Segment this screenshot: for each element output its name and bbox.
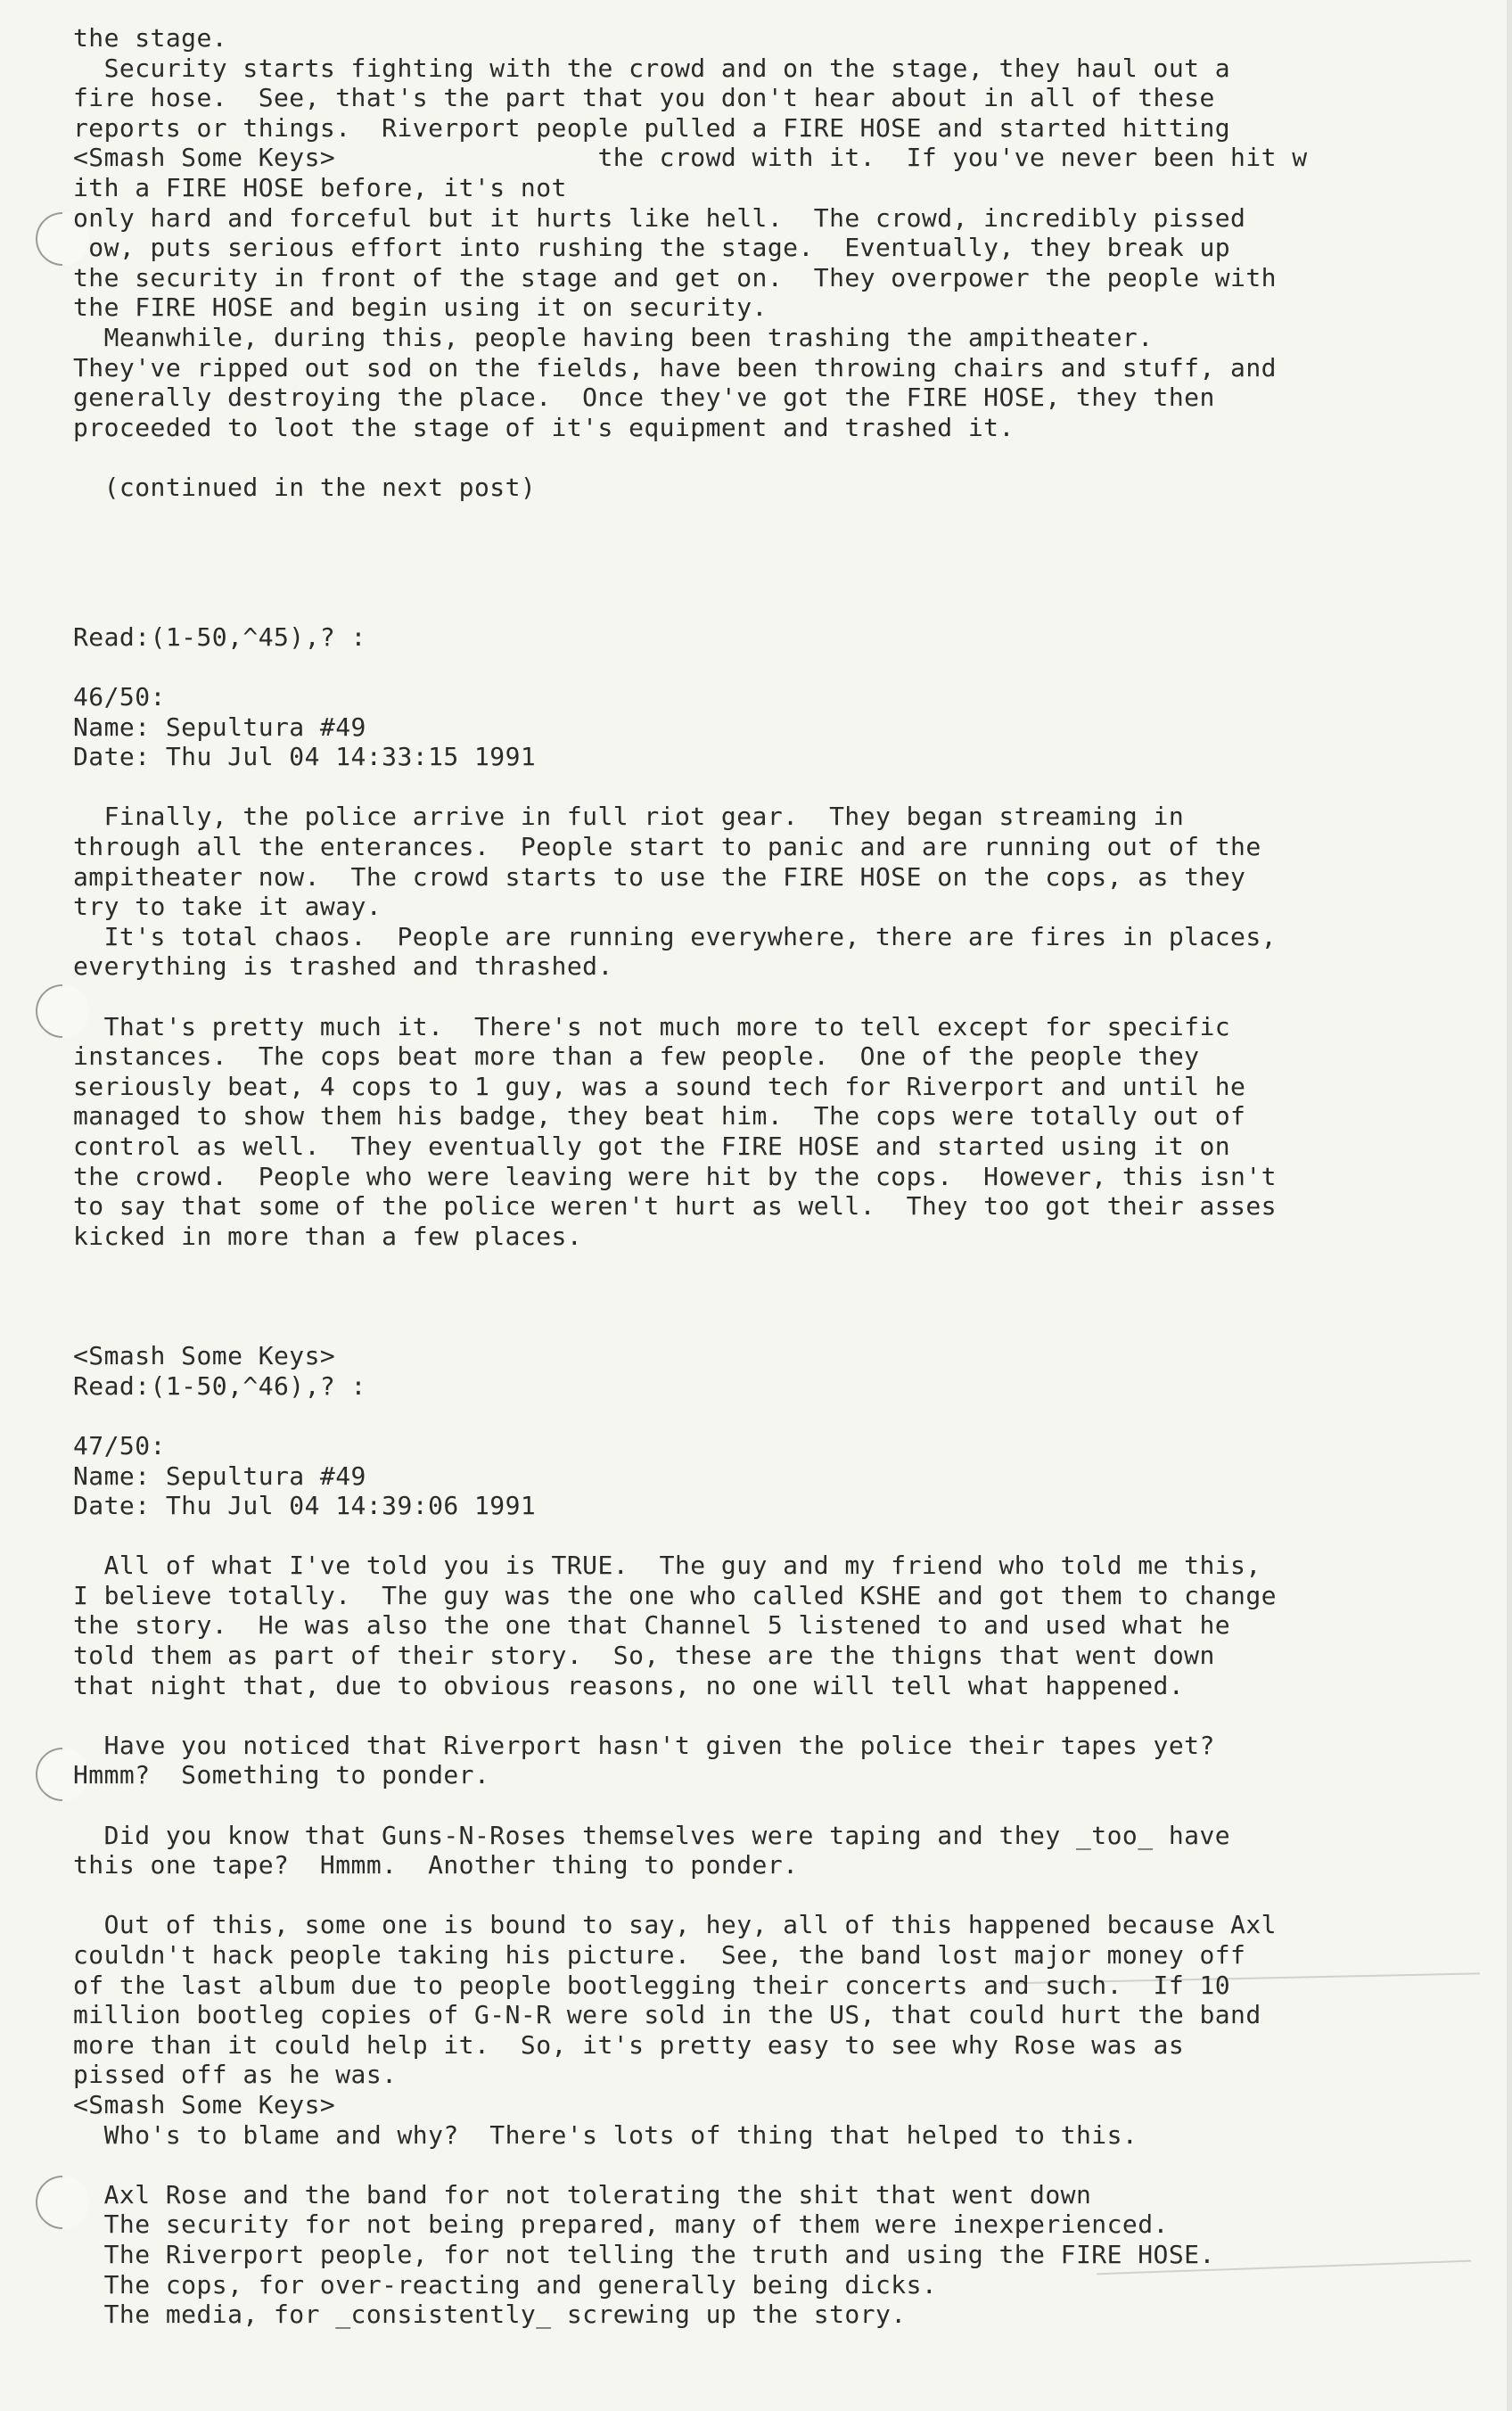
transcript-line: instances. The cops beat more than a few people. One of the people they [73,1041,1200,1072]
transcript-line: Finally, the police arrive in full riot gear. They began streaming in [73,802,1185,832]
transcript-line: more than it could help it. So, it's pretty easy to see why Rose was as [73,2029,1185,2060]
transcript-line: of the last album due to people bootlegging their concerts and such. If 10 [73,1970,1231,2000]
transcript-line: Who's to blame and why? There's lots of thing that helped to this. [73,2119,1138,2150]
transcript-line: couldn't hack people taking his picture. See, the band lost major money off [73,1940,1246,1970]
transcript-line: told them as part of their story. So, these are the thigns that went down [73,1641,1215,1671]
transcript-line: everything is trashed and thrashed. [73,951,613,982]
transcript-line: Name: Sepultura #49 [73,1461,366,1491]
transcript-line: <Smash Some Keys> the crowd with it. If you've never been hit w [73,143,1308,173]
transcript-line: (continued in the next post) [73,472,537,502]
transcript-line: <Smash Some Keys> [73,1341,336,1371]
transcript-line: proceeded to loot the stage of it's equipment and trashed it. [73,412,1015,442]
blank-line [73,1521,1482,1551]
transcript-line: this one tape? Hmmm. Another thing to ponder. [73,1850,799,1880]
transcript-line: the stage. [73,23,228,53]
transcript-line: reports or things. Riverport people pulled a FIRE HOSE and started hitting [73,112,1231,143]
transcript-line: 46/50: [73,682,166,712]
transcript-line: All of what I've told you is TRUE. The guy and my friend who told me this, [73,1551,1261,1581]
transcript-line: Axl Rose and the band for not tolerating the shit that went down [73,2179,1092,2209]
transcript-line: Read:(1-50,^46),? : [73,1370,366,1401]
transcript-line: Did you know that Guns-N-Roses themselves were taping and they _too_ have [73,1820,1231,1850]
blank-line [73,563,1482,593]
blank-line [73,982,1482,1012]
transcript-line: managed to show them his badge, they beat him. The cops were totally out of [73,1101,1246,1131]
transcript-line: pissed off as he was. [73,2060,398,2090]
transcript-line: Date: Thu Jul 04 14:39:06 1991 [73,1491,537,1521]
transcript-line: The cops, for over-reacting and generally being dicks. [73,2269,938,2300]
blank-line [73,1312,1482,1342]
transcript-line: generally destroying the place. Once they've got the FIRE HOSE, they then [73,383,1215,413]
transcript-line: 47/50: [73,1430,166,1461]
transcript-line: Security starts fighting with the crowd and on the stage, they haul out a [73,53,1231,83]
transcript-line: kicked in more than a few places. [73,1221,583,1251]
blank-line [73,1401,1482,1431]
transcript-line: Have you noticed that Riverport hasn't given the police their tapes yet? [73,1730,1215,1760]
transcript-line: I believe totally. The guy was the one who called KSHE and got them to change [73,1580,1277,1610]
bbs-transcript [73,23,1482,2330]
transcript-line: control as well. They eventually got the FIRE HOSE and started using it on [73,1131,1231,1161]
transcript-line: the security in front of the stage and get on. They overpower the people with [73,262,1277,292]
transcript-line: only hard and forceful but it hurts like hell. The crowd, incredibly pissed [73,202,1246,233]
transcript-line: Name: Sepultura #49 [73,712,366,742]
transcript-line: seriously beat, 4 cops to 1 guy, was a sound tech for Riverport and until he [73,1071,1246,1101]
transcript-line: <Smash Some Keys> [73,2089,336,2119]
blank-line [73,503,1482,533]
transcript-line: They've ripped out sod on the fields, have been throwing chairs and stuff, and [73,352,1277,383]
transcript-line: Date: Thu Jul 04 14:33:15 1991 [73,742,537,772]
transcript-line: the story. He was also the one that Channel 5 listened to and used what he [73,1610,1231,1641]
transcript-line: That's pretty much it. There's not much more to tell except for specific [73,1011,1231,1041]
transcript-line: the FIRE HOSE and begin using it on security. [73,292,768,323]
blank-line [73,592,1482,622]
blank-line [73,2150,1482,2180]
transcript-line: It's total chaos. People are running everywhere, there are fires in places, [73,921,1277,951]
transcript-line: to say that some of the police weren't hurt as well. They too got their asses [73,1191,1277,1222]
transcript-line: The media, for _consistently_ screwing up the story. [73,2300,907,2330]
transcript-line: The Riverport people, for not telling the truth and using the FIRE HOSE. [73,2239,1215,2269]
transcript-line: Hmmm? Something to ponder. [73,1760,490,1790]
transcript-line: fire hose. See, that's the part that you don't hear about in all of these [73,83,1215,113]
blank-line [73,532,1482,563]
transcript-line: try to take it away. [73,892,382,922]
blank-line [73,1281,1482,1312]
blank-line [73,1880,1482,1911]
transcript-line: Out of this, some one is bound to say, hey, all of this happened because Axl [73,1910,1277,1940]
transcript-line: Read:(1-50,^45),? : [73,621,366,652]
transcript-line: Meanwhile, during this, people having been trashing the ampitheater. [73,322,1154,352]
transcript-line: ow, puts serious effort into rushing the stage. Eventually, they break up [73,233,1231,263]
blank-line [73,772,1482,802]
blank-line [73,1790,1482,1821]
blank-line [73,442,1482,473]
transcript-line: million bootleg copies of G-N-R were sold in the US, that could hurt the band [73,2000,1261,2030]
blank-line [73,652,1482,682]
blank-line [73,1700,1482,1731]
transcript-line: the crowd. People who were leaving were hit by the cops. However, this isn't [73,1161,1277,1191]
transcript-line: The security for not being prepared, many of them were inexperienced. [73,2209,1169,2240]
transcript-line: ith a FIRE HOSE before, it's not [73,172,567,202]
transcript-line: ampitheater now. The crowd starts to use the FIRE HOSE on the cops, as they [73,861,1246,892]
transcript-line: that night that, due to obvious reasons, no one will tell what happened. [73,1670,1185,1700]
transcript-line: through all the enterances. People start to panic and are running out of the [73,832,1261,862]
blank-line [73,1251,1482,1281]
